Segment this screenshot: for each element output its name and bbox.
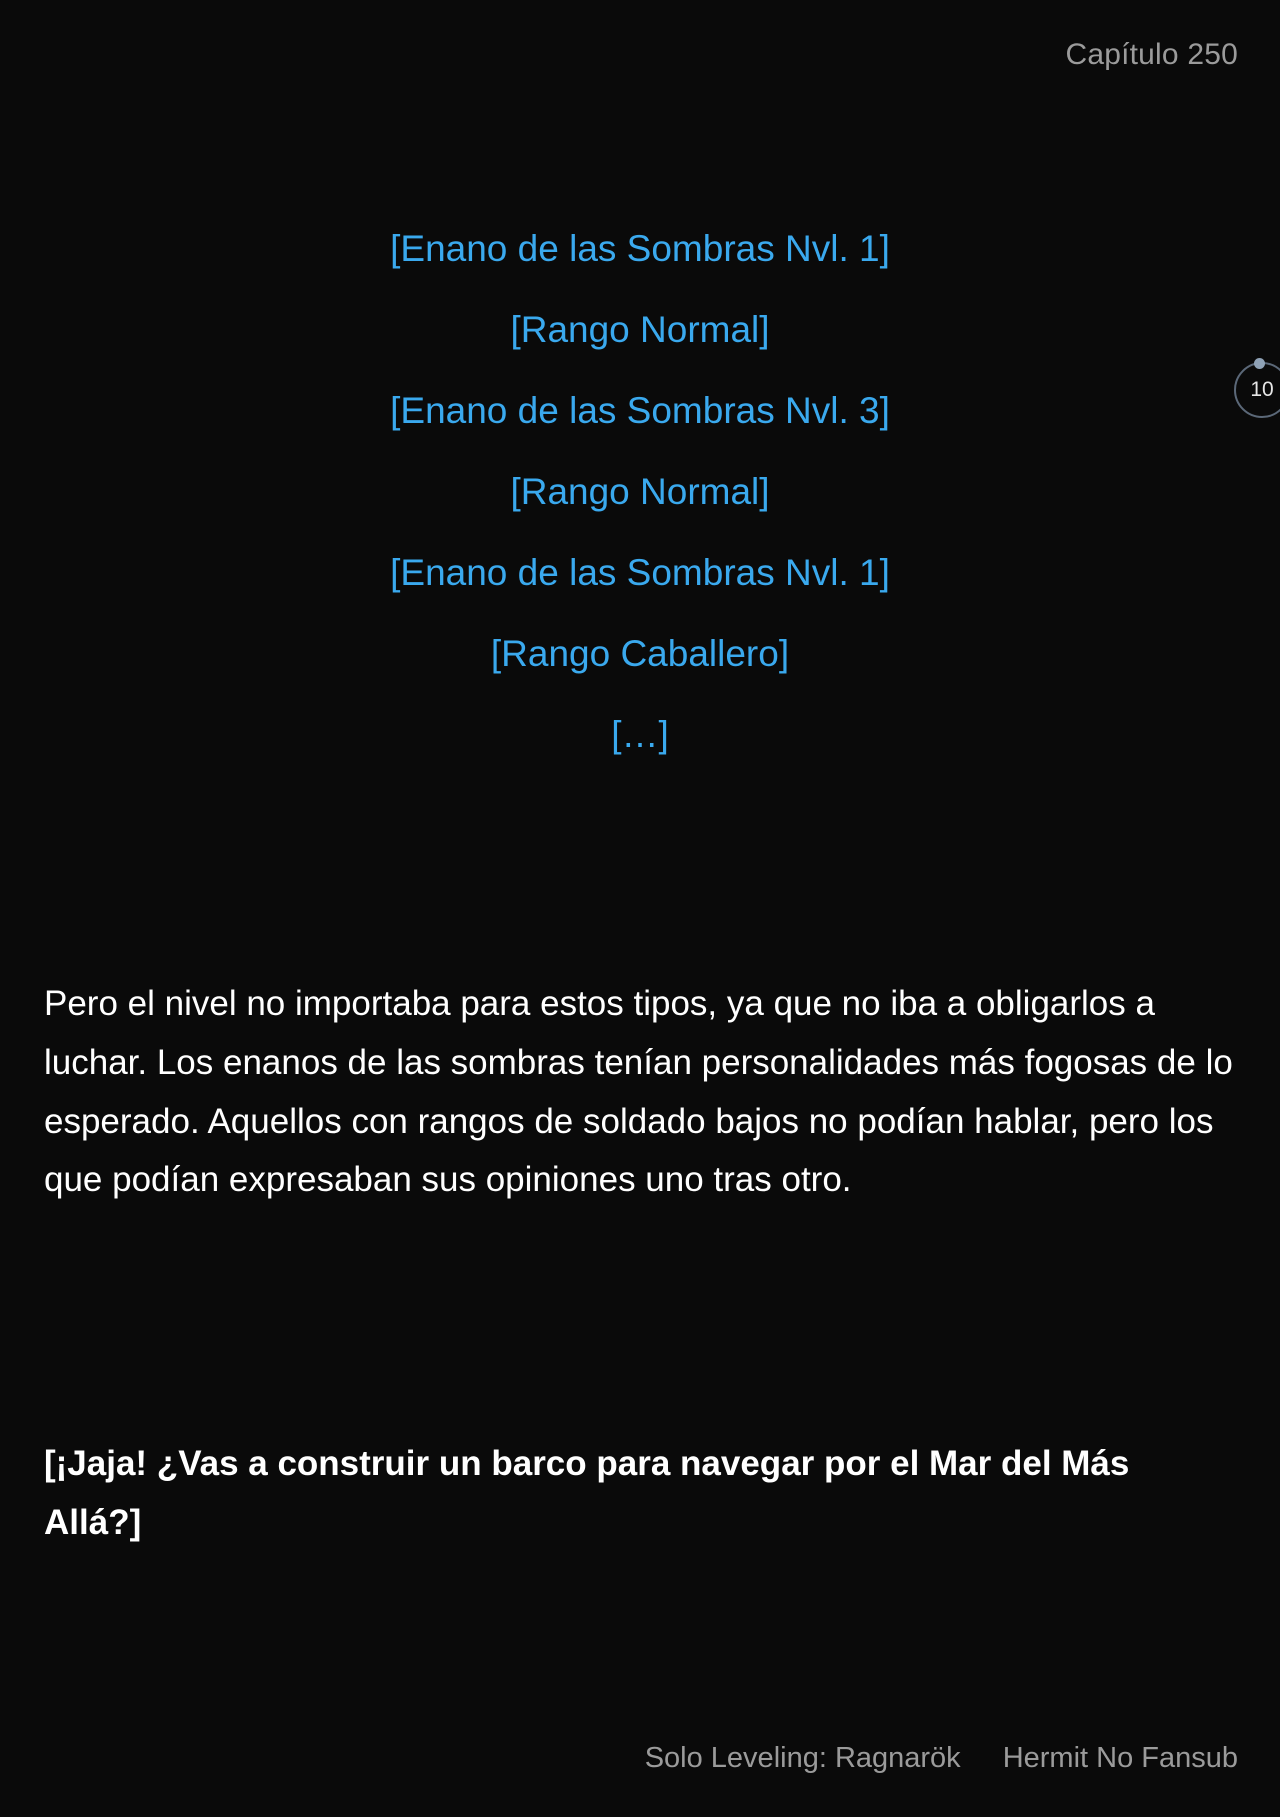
- dialogue-line: [¡Jaja! ¿Vas a construir un barco para navegar por el Mar del Más Allá?]: [44, 1444, 1130, 1542]
- chapter-label: Capítulo 250: [1065, 38, 1238, 71]
- system-message-line: [Rango Normal]: [510, 471, 770, 512]
- footer-series-title: Solo Leveling: Ragnarök: [644, 1742, 961, 1774]
- narration-paragraph: Pero el nivel no importaba para estos tipos, ya que no iba a obligarlos a luchar. Los enanos de las sombras tenían personalidades más fogosas de lo esperado. Aquellos con rangos de soldado bajos no podían hablar, pero los que podían expresaban sus opiniones uno tras otro.: [44, 984, 1233, 1200]
- system-message-line: [Enano de las Sombras Nvl. 3]: [390, 390, 890, 431]
- footer: [0, 1742, 1280, 1775]
- system-message-line: [Enano de las Sombras Nvl. 1]: [390, 228, 890, 269]
- system-message-block: [0, 230, 1280, 753]
- progress-value: 10: [1250, 378, 1274, 401]
- footer-group-name: Hermit No Fansub: [1002, 1742, 1238, 1774]
- system-message-line: [Enano de las Sombras Nvl. 1]: [390, 552, 890, 593]
- dialogue-block: [44, 1435, 1194, 1553]
- system-message-line: [Rango Caballero]: [490, 633, 790, 674]
- system-message-line: [Rango Normal]: [510, 309, 770, 350]
- system-message-line: […]: [611, 714, 669, 755]
- narration-block: [44, 975, 1239, 1210]
